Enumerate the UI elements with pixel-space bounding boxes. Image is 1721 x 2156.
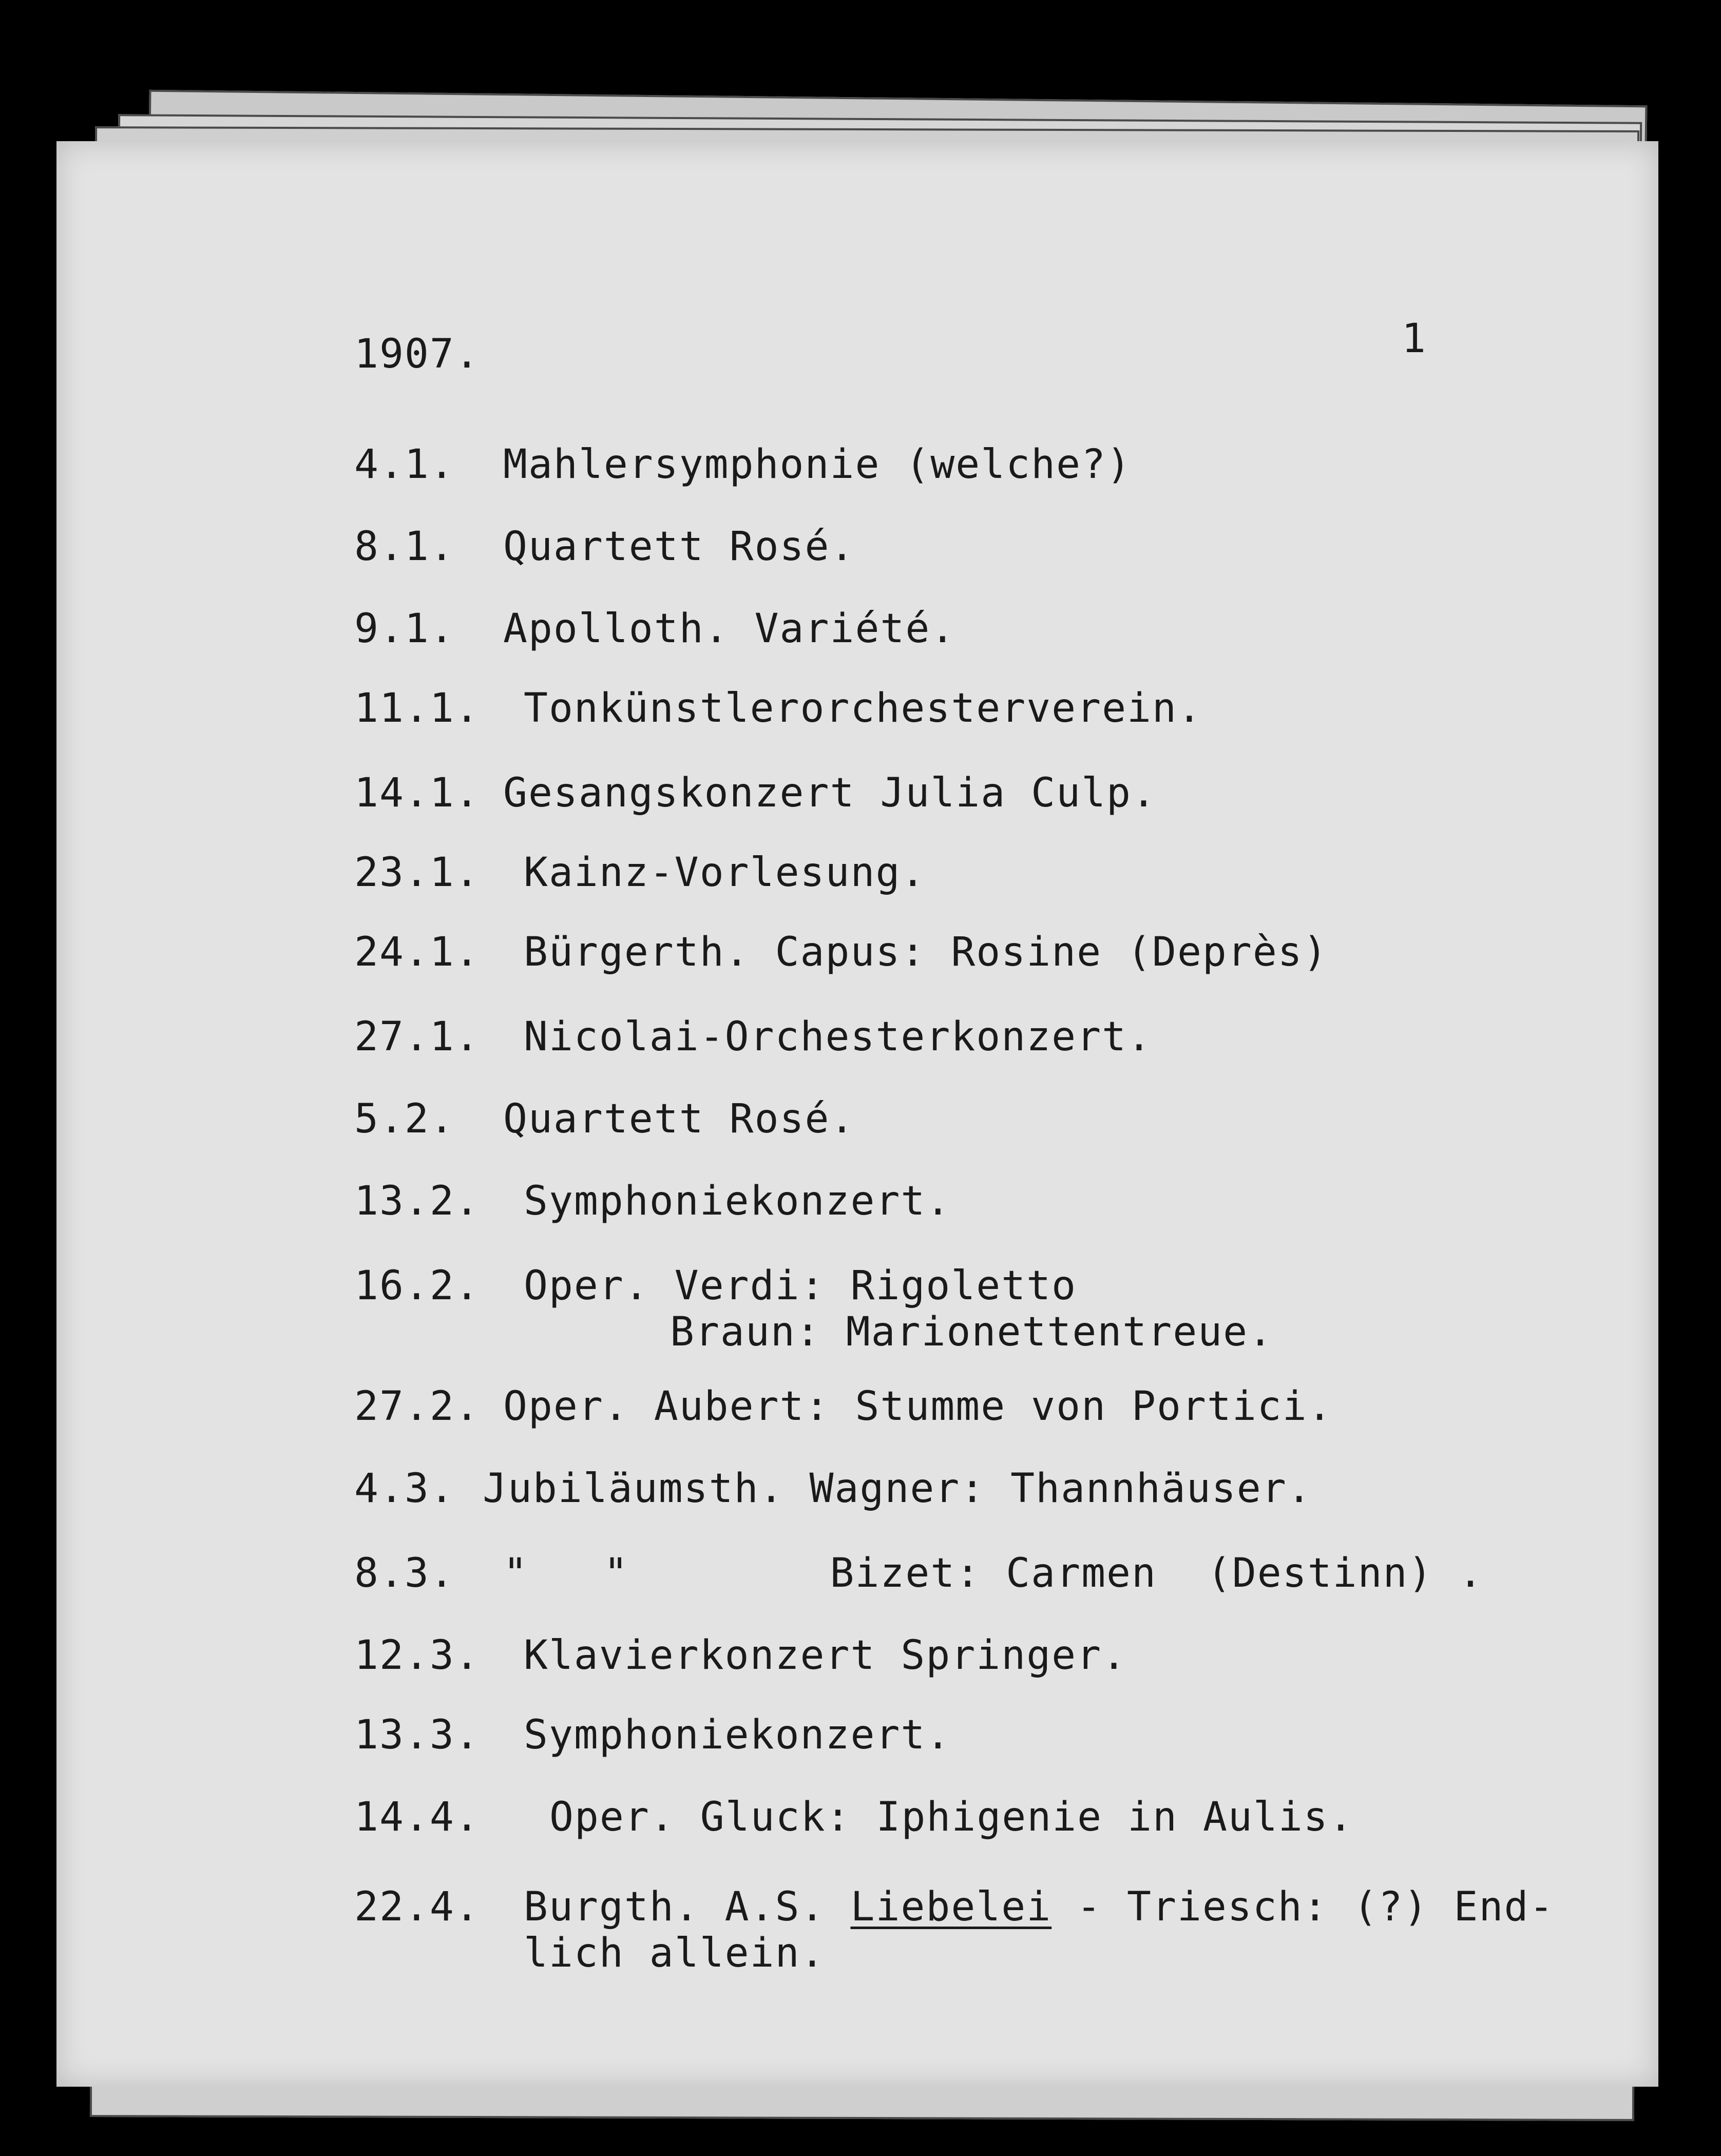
entry-text-part: - Triesch: (?) End- <box>1051 1884 1555 1930</box>
list-item <box>354 1383 1333 1430</box>
list-item <box>354 929 1328 975</box>
entry-text-group <box>524 1884 1554 1976</box>
list-item <box>354 524 855 570</box>
entry-text-underlined: Liebelei <box>850 1884 1052 1930</box>
entry-date: 27.2. <box>354 1383 480 1430</box>
entry-date: 16.2. <box>354 1263 480 1309</box>
list-item <box>354 850 926 896</box>
entry-text-continuation: Braun: Marionettentreue. <box>670 1309 1274 1355</box>
document-page <box>56 141 1658 2087</box>
entry-text: Kainz-Vorlesung. <box>524 850 926 896</box>
list-item <box>354 1550 1483 1596</box>
entry-text: Bürgerth. Capus: Rosine (Deprès) <box>524 929 1328 975</box>
entry-date: 13.3. <box>354 1712 480 1758</box>
entry-text: Quartett Rosé. <box>503 1096 855 1142</box>
entry-text: Oper. Verdi: Rigoletto <box>524 1263 1077 1309</box>
entry-date: 22.4. <box>354 1884 480 1930</box>
entry-date: 5.2. <box>354 1096 455 1142</box>
entry-date: 12.3. <box>354 1632 480 1679</box>
entry-text-group <box>524 1263 1273 1355</box>
entry-text: Quartett Rosé. <box>503 524 855 570</box>
list-item <box>354 1263 1273 1355</box>
list-item <box>354 770 1157 816</box>
entry-text: Jubiläumsth. Wagner: Thannhäuser. <box>483 1466 1312 1512</box>
entry-date: 13.2. <box>354 1178 480 1224</box>
entry-date: 4.3. <box>354 1466 455 1512</box>
entry-date: 14.1. <box>354 770 480 816</box>
entry-date: 8.3. <box>354 1550 455 1596</box>
entry-text: " " Bizet: Carmen (Destinn) . <box>503 1550 1484 1596</box>
entry-date: 27.1. <box>354 1014 480 1060</box>
entry-date: 24.1. <box>354 929 480 975</box>
entry-text: Gesangskonzert Julia Culp. <box>503 770 1157 816</box>
list-item <box>354 1632 1127 1679</box>
entry-date: 8.1. <box>354 524 455 570</box>
entry-text: Tonkünstlerorchesterverein. <box>524 685 1202 732</box>
list-item <box>354 1466 1312 1512</box>
entry-text: Oper. Aubert: Stumme von Portici. <box>503 1383 1333 1430</box>
list-item <box>354 685 1202 732</box>
entry-text-line <box>524 1884 1554 1930</box>
list-item <box>354 441 1132 488</box>
page-number: 1 <box>1402 316 1427 362</box>
entry-text: Oper. Gluck: Iphigenie in Aulis. <box>549 1794 1354 1840</box>
entry-text: Mahlersymphonie (welche?) <box>503 441 1132 488</box>
list-item <box>354 1096 855 1142</box>
list-item <box>354 1794 1354 1840</box>
entry-text: Symphoniekonzert. <box>524 1712 951 1758</box>
entry-text-continuation: lich allein. <box>524 1930 826 1976</box>
entry-date: 14.4. <box>354 1794 480 1840</box>
entry-text-part: Burgth. A.S. <box>524 1884 851 1930</box>
entry-text: Nicolai-Orchesterkonzert. <box>524 1014 1152 1060</box>
entry-date: 4.1. <box>354 441 455 488</box>
entry-date: 11.1. <box>354 685 480 732</box>
list-item <box>354 1884 1554 1976</box>
entry-date: 23.1. <box>354 850 480 896</box>
list-item <box>354 606 955 652</box>
list-item <box>354 1712 951 1758</box>
document-year: 1907. <box>354 331 480 377</box>
entry-text: Apolloth. Variété. <box>503 606 956 652</box>
list-item <box>354 1178 951 1224</box>
list-item <box>354 1014 1152 1060</box>
entry-text: Symphoniekonzert. <box>524 1178 951 1224</box>
entry-date: 9.1. <box>354 606 455 652</box>
entry-text: Klavierkonzert Springer. <box>524 1632 1127 1679</box>
